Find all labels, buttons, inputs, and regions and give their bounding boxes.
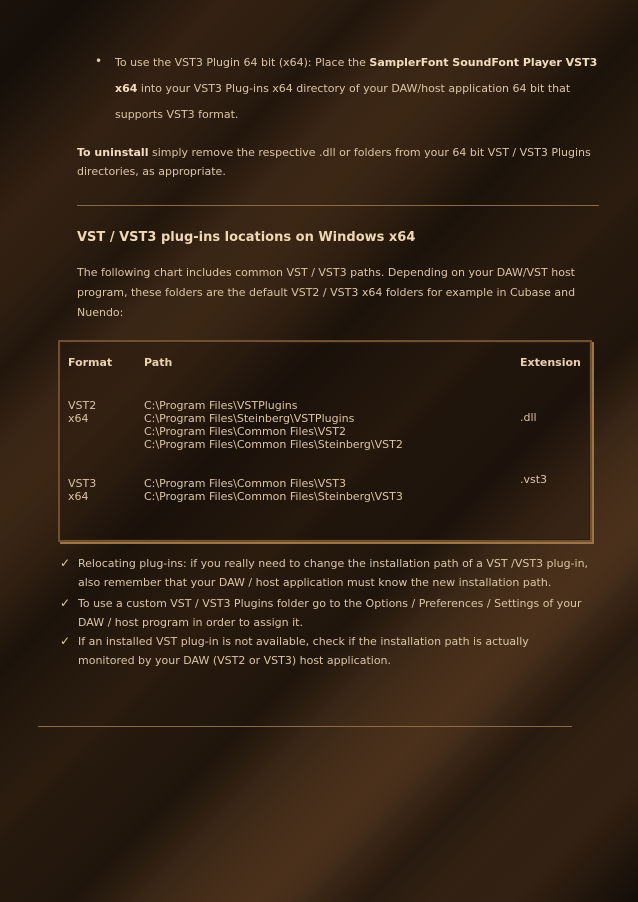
intro-line: The following chart includes common VST / VST3 paths. Depending on your DAW/VST host <box>77 266 575 279</box>
note-line: If an installed VST plug-in is not available, check if the installation path is actually <box>78 635 529 648</box>
table-row-paths <box>144 477 403 503</box>
note-line: To use a custom VST / VST3 Plugins folder go to the Options / Preferences / Settings of your <box>78 597 582 610</box>
path-entry: C:\Program Files\Steinberg\VSTPlugins <box>144 412 355 425</box>
path-entry: C:\Program Files\Common Files\Steinberg\VST2 <box>144 438 403 451</box>
install-line2: into your VST3 Plug-ins x64 directory of your DAW/host application 64 bit that <box>137 82 571 95</box>
uninstall-line2: directories, as appropriate. <box>77 165 226 178</box>
bullet-dot-icon: • <box>95 54 103 68</box>
extension-value: .dll <box>520 411 537 424</box>
note-line: Relocating plug-ins: if you really need to change the installation path of a VST /VST3 plug-in, <box>78 557 589 570</box>
checkmark-icon: ✓ <box>60 596 71 610</box>
header-path: Path <box>144 356 173 369</box>
paths-table <box>58 340 592 542</box>
note-item <box>78 632 598 670</box>
arch-label: x64 <box>115 82 138 95</box>
format-name: VST2 <box>68 399 97 412</box>
intro-paragraph <box>77 263 617 323</box>
table-row-format <box>68 399 96 425</box>
table-row-paths <box>144 399 403 451</box>
intro-line: Nuendo: <box>77 306 124 319</box>
uninstall-line1: simply remove the respective .dll or folders from your 64 bit VST / VST3 Plugins <box>148 146 591 159</box>
note-line: also remember that your DAW / host application must know the new installation path. <box>78 576 552 589</box>
product-name: SamplerFont SoundFont Player VST3 <box>369 56 598 69</box>
install-prefix: To use the VST3 Plugin 64 bit (x64): Place the <box>115 56 370 69</box>
intro-line: program, these folders are the default VST2 / VST3 x64 folders for example in Cubase and <box>77 286 576 299</box>
path-entry: C:\Program Files\Common Files\VST2 <box>144 425 346 438</box>
header-extension: Extension <box>520 356 581 369</box>
path-entry: C:\Program Files\Common Files\Steinberg\VST3 <box>144 490 403 503</box>
install-line3: supports VST3 format. <box>115 108 239 121</box>
header-format: Format <box>68 356 113 369</box>
install-instruction <box>115 50 615 128</box>
format-arch: x64 <box>68 490 89 503</box>
uninstall-paragraph <box>77 143 617 181</box>
footer-divider <box>38 726 572 727</box>
path-entry: C:\Program Files\Common Files\VST3 <box>144 477 346 490</box>
section-divider <box>77 205 599 206</box>
note-line: DAW / host program in order to assign it. <box>78 616 303 629</box>
format-name: VST3 <box>68 477 97 490</box>
note-line: monitored by your DAW (VST2 or VST3) host application. <box>78 654 392 667</box>
table-row-format <box>68 477 96 503</box>
checkmark-icon: ✓ <box>60 556 71 570</box>
extension-value: .vst3 <box>520 473 548 486</box>
format-arch: x64 <box>68 412 89 425</box>
path-entry: C:\Program Files\VSTPlugins <box>144 399 298 412</box>
uninstall-label: To uninstall <box>77 146 149 159</box>
note-item <box>78 594 598 632</box>
section-heading: VST / VST3 plug-ins locations on Windows x64 <box>77 230 416 245</box>
note-item <box>78 554 598 592</box>
checkmark-icon: ✓ <box>60 634 71 648</box>
